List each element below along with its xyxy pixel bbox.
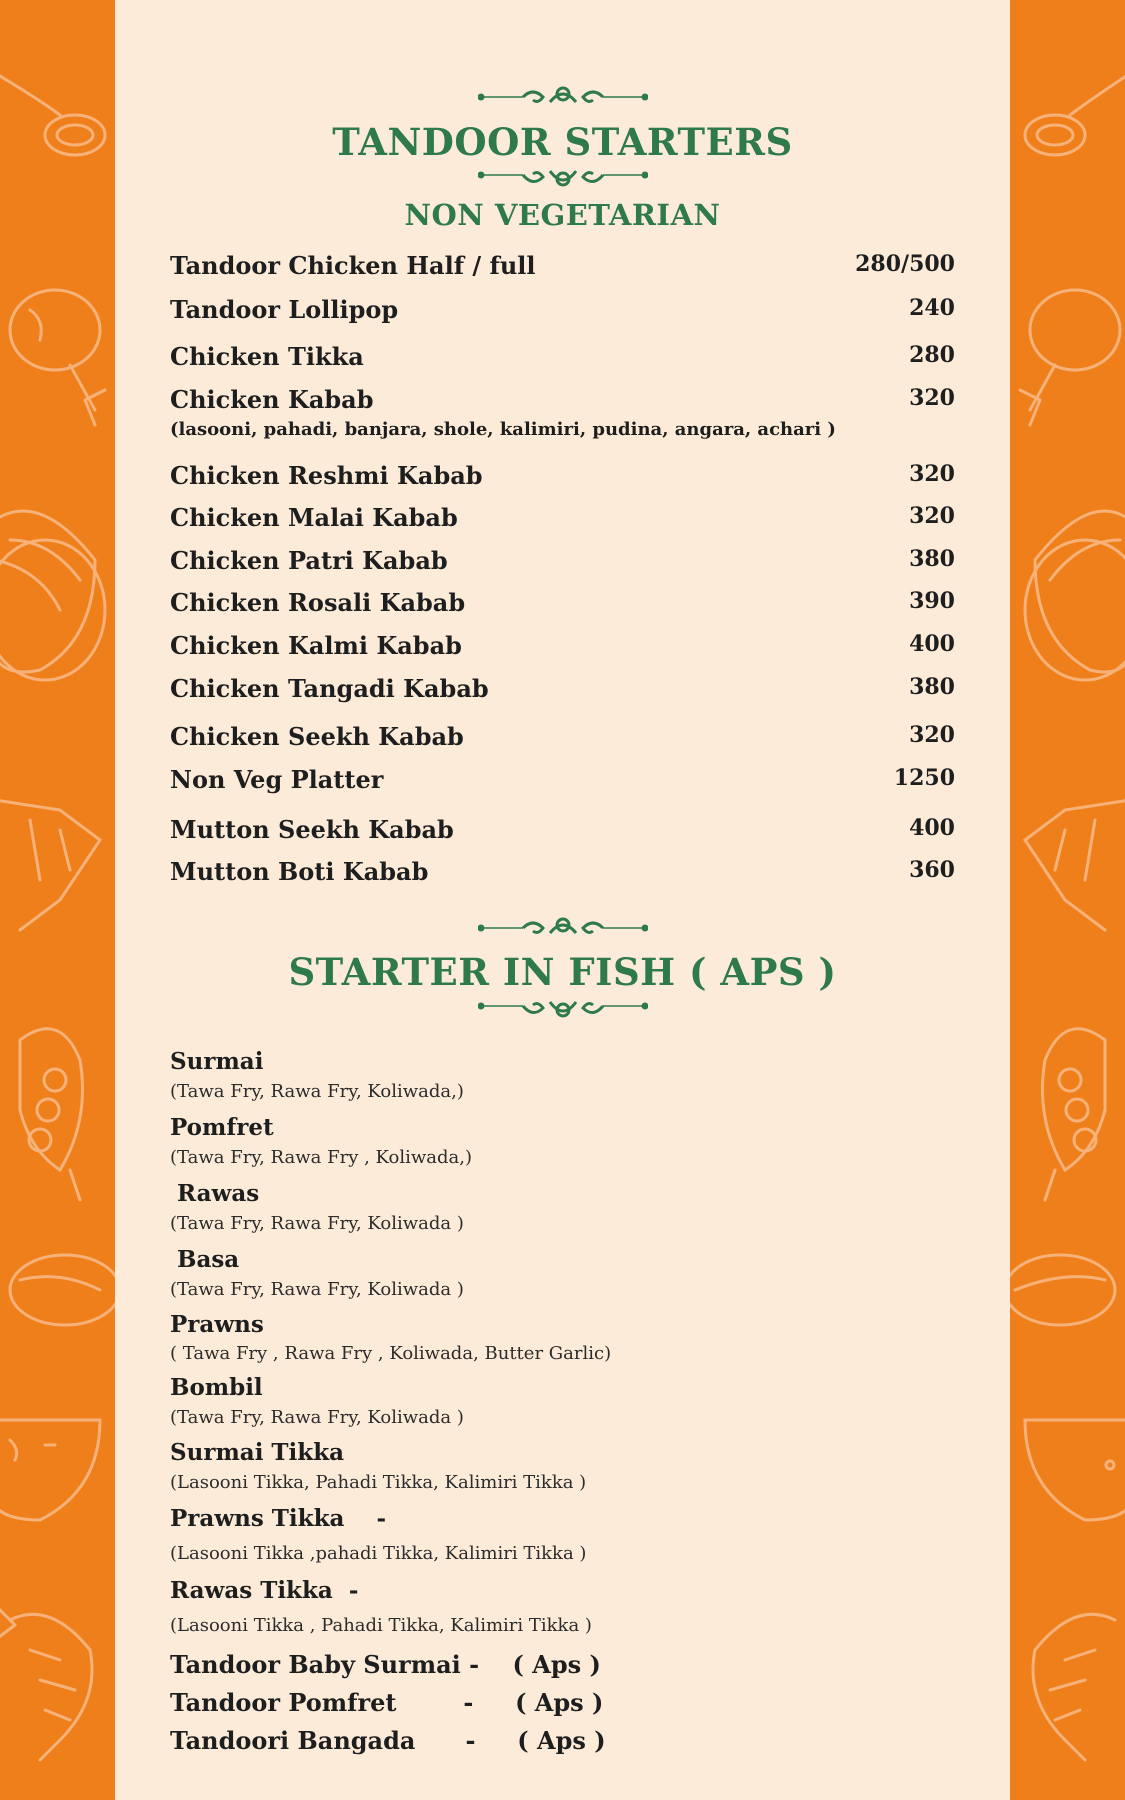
fish-item-desc: (Tawa Fry, Rawa Fry , Koliwada,) (170, 1147, 472, 1168)
bowl-icon (0, 1420, 100, 1520)
bowl-icon (1025, 1420, 1125, 1520)
fish-item-name: Rawas Tikka - (170, 1577, 359, 1604)
item-name: Chicken Kabab (170, 385, 374, 414)
item-name: Chicken Seekh Kabab (170, 722, 464, 751)
item-price: 320 (909, 461, 955, 487)
item-name: Chicken Tangadi Kabab (170, 674, 489, 703)
item-price: 320 (909, 503, 955, 529)
chicken-leg-icon (1020, 290, 1120, 425)
fish-item-desc: (Tawa Fry, Rawa Fry, Koliwada ) (170, 1213, 464, 1234)
item-price: 320 (909, 722, 955, 748)
fish-item-desc: (Lasooni Tikka, Pahadi Tikka, Kalimiri Tikka ) (170, 1472, 587, 1493)
ornament-divider-bottom (115, 165, 1010, 197)
fish-item-desc: (Lasooni Tikka ,pahadi Tikka, Kalimiri Tikka ) (170, 1543, 587, 1564)
tandoor-fish-item: Tandoori Bangada - ( Aps ) (170, 1726, 606, 1755)
tandoor-fish-item: Tandoor Pomfret - ( Aps ) (170, 1688, 604, 1717)
item-name: Tandoor Lollipop (170, 295, 399, 324)
spoon-icon (0, 70, 105, 155)
right-decorative-border (1010, 0, 1125, 1800)
bread-loaf-icon (10, 1255, 115, 1325)
item-price: 400 (909, 815, 955, 841)
bread-loaf-icon (1010, 1255, 1115, 1325)
shrimp-icon (1033, 1614, 1115, 1760)
ornament-divider-top (115, 82, 1010, 116)
item-price: 280/500 (855, 251, 955, 277)
item-price: 360 (909, 857, 955, 883)
item-price: 240 (909, 295, 955, 321)
item-price: 390 (909, 588, 955, 614)
spoon-icon (1025, 70, 1125, 155)
item-name: Chicken Malai Kabab (170, 503, 458, 532)
section-subtitle-non-veg: NON VEGETARIAN (404, 198, 721, 232)
food-doodles-right (1010, 0, 1125, 1800)
bread-icon (1025, 511, 1125, 680)
shrimp-icon-left-mid (0, 800, 100, 930)
ornament-divider-bottom (115, 996, 1010, 1028)
fish-item-name: Pomfret (170, 1114, 274, 1141)
fish-item-name: Surmai (170, 1048, 264, 1075)
food-doodles-left (0, 0, 115, 1800)
item-price: 320 (909, 385, 955, 411)
section-title-tandoor-starters: TANDOOR STARTERS (332, 120, 793, 164)
fish-item-name: Rawas (177, 1180, 260, 1207)
item-name: Mutton Seekh Kabab (170, 815, 454, 844)
fish-item-desc: (Lasooni Tikka , Pahadi Tikka, Kalimiri Tikka ) (170, 1615, 592, 1636)
menu-panel (115, 0, 1010, 1800)
fish-item-desc: (Tawa Fry, Rawa Fry, Koliwada ) (170, 1279, 464, 1300)
item-name: Mutton Boti Kabab (170, 857, 429, 886)
item-price: 380 (909, 674, 955, 700)
shrimp-icon-right-mid (1025, 800, 1125, 930)
item-name: Chicken Patri Kabab (170, 546, 448, 575)
fish-icon (20, 1029, 83, 1200)
fish-item-desc: (Tawa Fry, Rawa Fry, Koliwada,) (170, 1081, 464, 1102)
item-name: Tandoor Chicken Half / full (170, 251, 536, 280)
fish-item-desc: ( Tawa Fry , Rawa Fry , Koliwada, Butter Garlic) (170, 1343, 612, 1364)
item-price: 280 (909, 342, 955, 368)
fish-item-name: Basa (177, 1246, 240, 1273)
item-note-kabab-variants: (lasooni, pahadi, banjara, shole, kalimiri, pudina, angara, achari ) (170, 419, 836, 440)
fish-item-desc: (Tawa Fry, Rawa Fry, Koliwada ) (170, 1407, 464, 1428)
tandoor-fish-item: Tandoor Baby Surmai - ( Aps ) (170, 1650, 601, 1679)
bread-icon (0, 511, 105, 680)
item-price: 380 (909, 546, 955, 572)
item-name: Chicken Tikka (170, 342, 364, 371)
fish-item-name: Surmai Tikka (170, 1439, 345, 1466)
fish-icon (1043, 1029, 1106, 1200)
chicken-leg-icon (10, 290, 105, 425)
fish-item-name: Prawns Tikka - (170, 1505, 386, 1532)
ornament-divider-top (115, 913, 1010, 947)
left-decorative-border (0, 0, 115, 1800)
section-title-fish-starters: STARTER IN FISH ( APS ) (288, 950, 837, 994)
fish-item-name: Prawns (170, 1311, 264, 1338)
item-name: Non Veg Platter (170, 765, 384, 794)
item-name: Chicken Reshmi Kabab (170, 461, 483, 490)
shrimp-icon (0, 1600, 92, 1760)
fish-item-name: Bombil (170, 1374, 263, 1401)
item-price: 400 (909, 631, 955, 657)
item-name: Chicken Rosali Kabab (170, 588, 466, 617)
item-name: Chicken Kalmi Kabab (170, 631, 462, 660)
item-price: 1250 (893, 765, 955, 791)
